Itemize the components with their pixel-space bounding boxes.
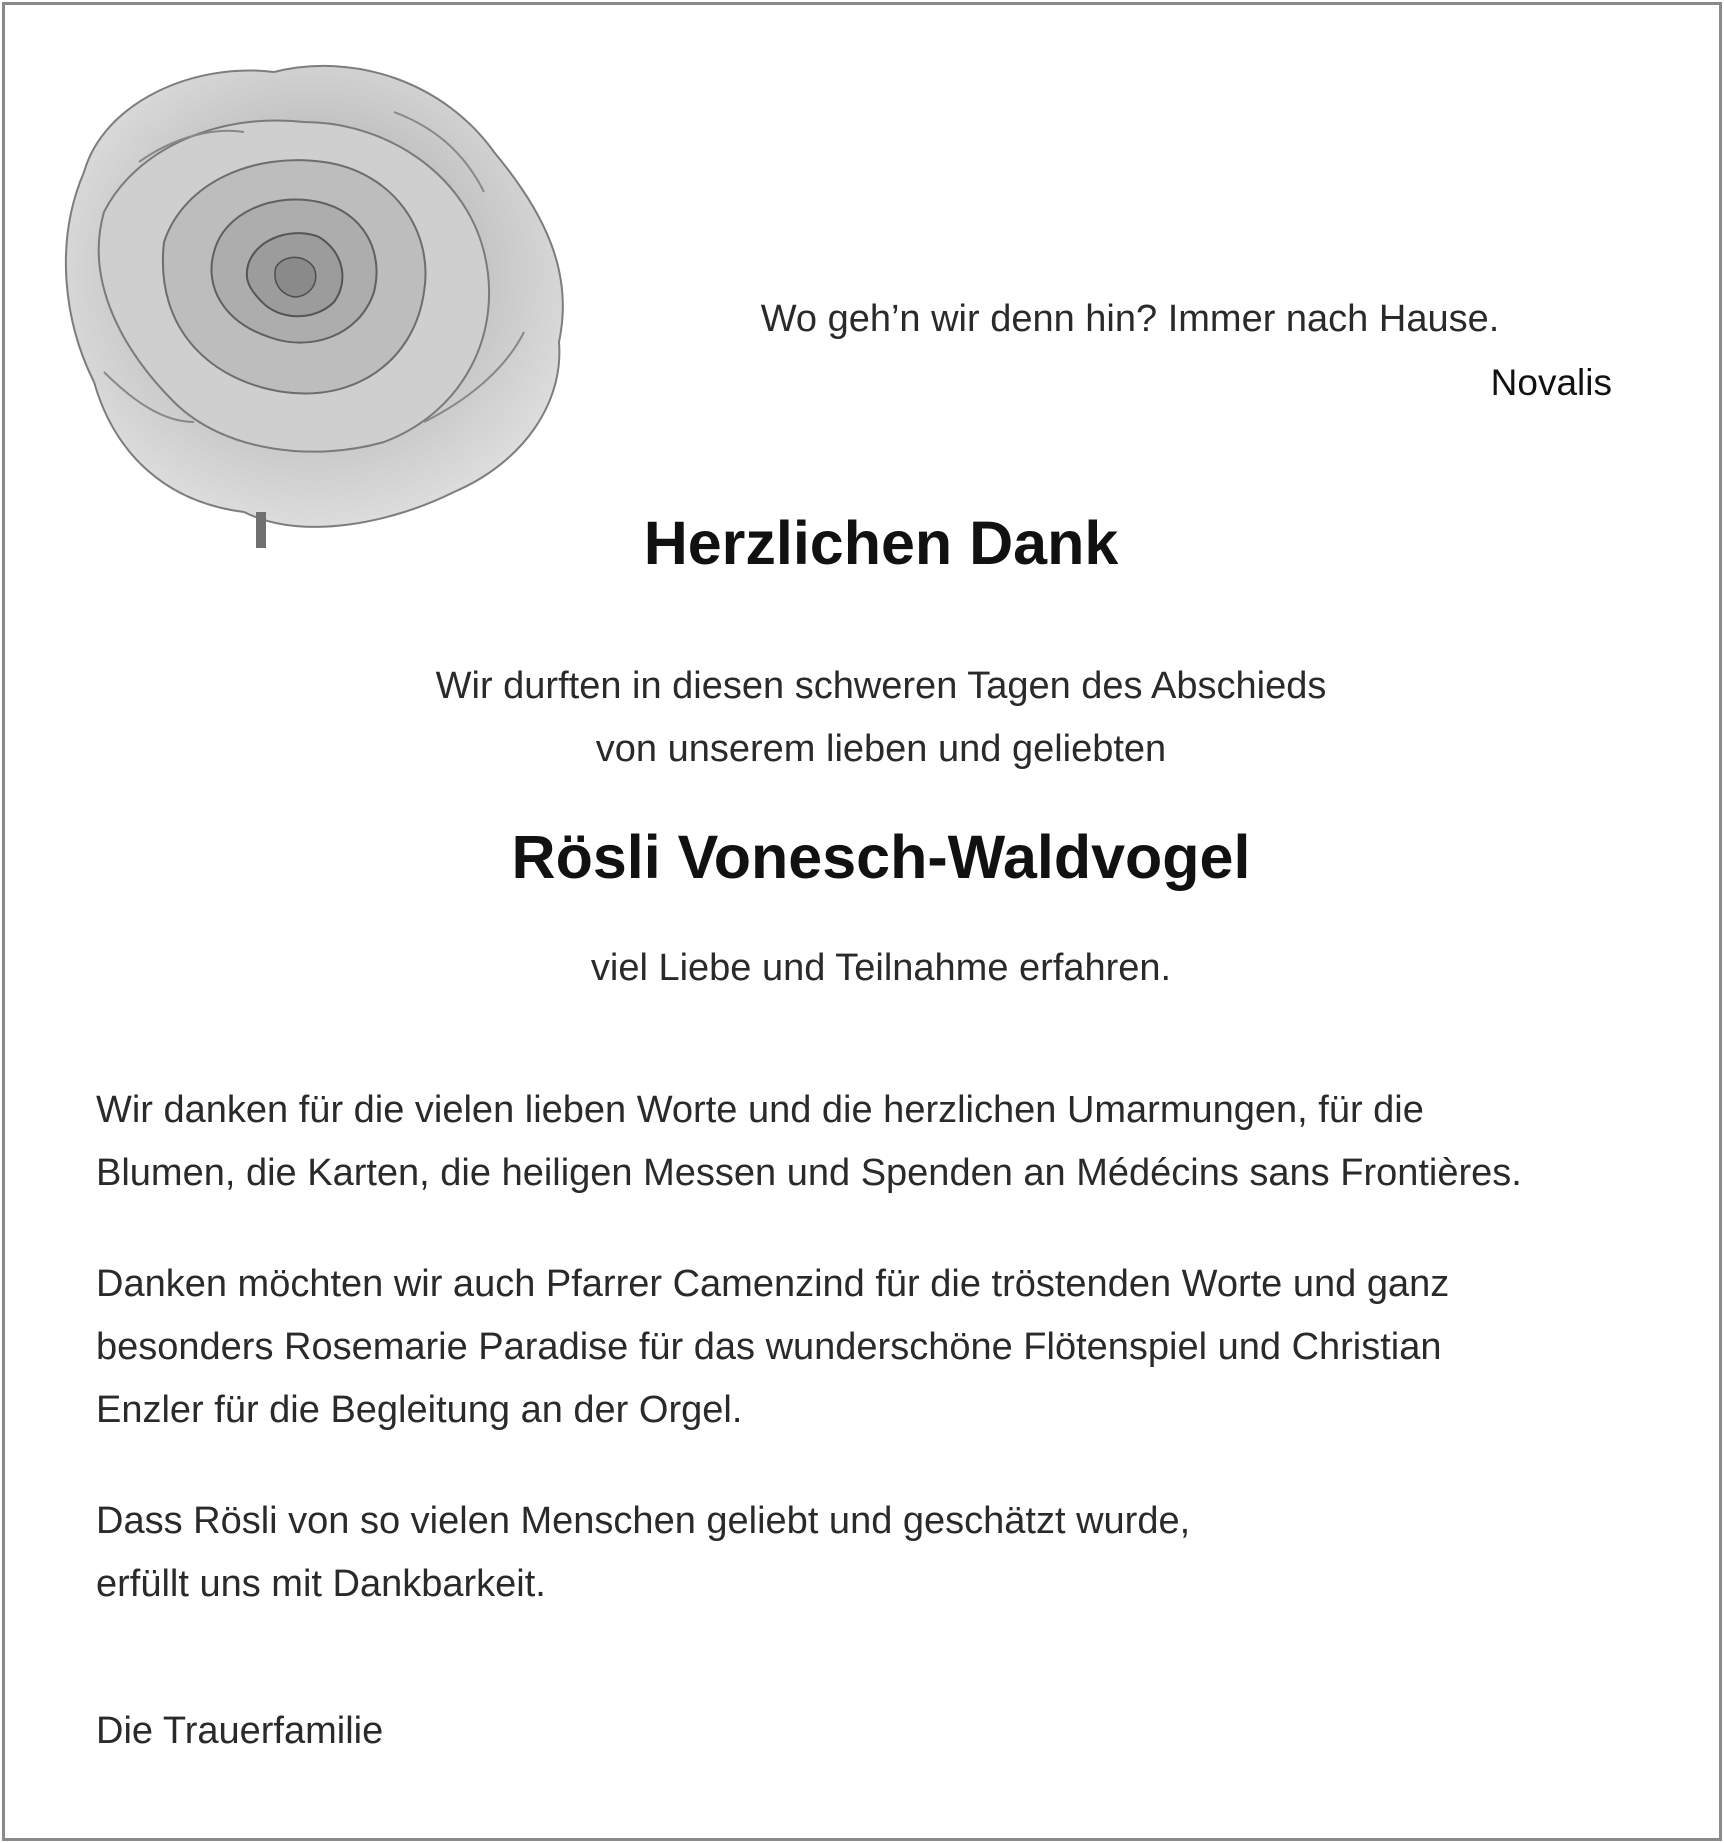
paragraph-line: Dass Rösli von so vielen Menschen geliebt und geschätzt wurde, — [96, 1500, 1191, 1542]
rose-icon — [44, 42, 596, 552]
paragraph-line: Danken möchten wir auch Pfarrer Camenzind für die tröstenden Worte und ganz — [96, 1263, 1450, 1305]
after-name-text: viel Liebe und Teilnahme erfahren. — [590, 947, 1172, 989]
paragraph — [96, 1079, 1676, 1205]
paragraph-line: besonders Rosemarie Paradise für das wunderschöne Flötenspiel und Christian — [96, 1326, 1442, 1368]
intro-line: von unserem lieben und geliebten — [595, 728, 1167, 770]
paragraph-line: Enzler für die Begleitung an der Orgel. — [96, 1389, 743, 1431]
quote-author: Novalis — [1490, 362, 1612, 403]
paragraph-line: erfüllt uns mit Dankbarkeit. — [96, 1563, 546, 1605]
paragraph-line: Wir danken für die vielen lieben Worte und die herzlichen Umarmungen, für die — [96, 1089, 1424, 1131]
signature: Die Trauerfamilie — [96, 1710, 384, 1752]
paragraph — [96, 1490, 1676, 1616]
paragraph-line: Blumen, die Karten, die heiligen Messen und Spenden an Médécins sans Frontières. — [96, 1152, 1522, 1194]
quote-text: Wo geh’n wir denn hin? Immer nach Hause. — [760, 298, 1500, 340]
intro-line: Wir durften in diesen schweren Tagen des Abschieds — [435, 665, 1327, 707]
paragraph — [96, 1253, 1676, 1442]
intro-text — [0, 655, 1724, 781]
deceased-name: Rösli Vonesch-Waldvogel — [511, 823, 1251, 891]
page-title: Herzlichen Dank — [643, 509, 1119, 577]
